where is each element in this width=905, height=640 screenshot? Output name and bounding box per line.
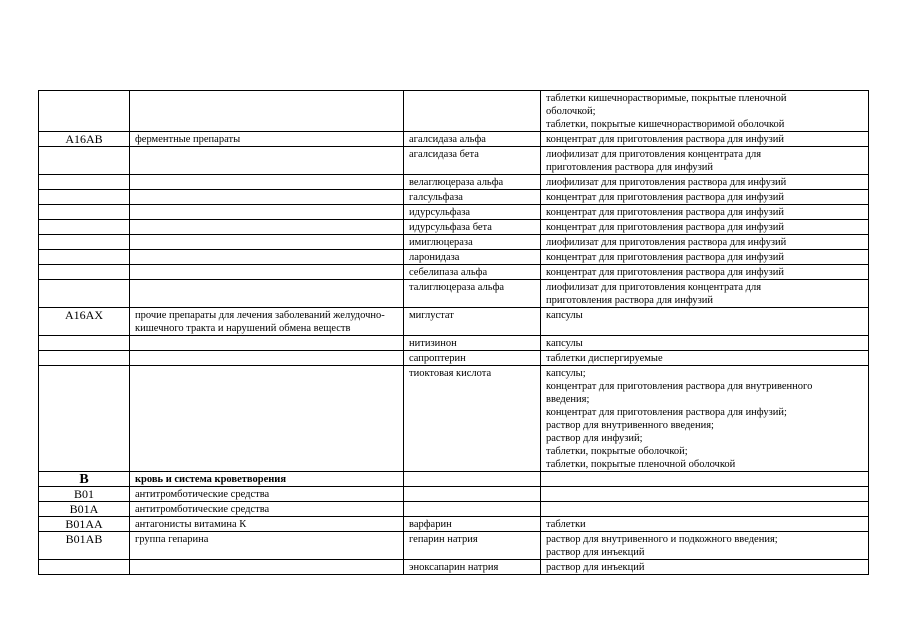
- table-row: [39, 560, 869, 575]
- dosage-forms-cell: [541, 205, 869, 220]
- dosage-form-line: таблетки кишечнорастворимые, покрытые пленочной: [546, 93, 787, 104]
- group-name-cell: [130, 265, 404, 280]
- atc-code-cell: [39, 336, 130, 351]
- substance-name-cell: [404, 502, 541, 517]
- dosage-form-line: лиофилизат для приготовления раствора для инфузий: [546, 177, 787, 188]
- dosage-form-line: раствор для инфузий;: [546, 433, 643, 444]
- dosage-form-line: раствор для инъекций: [546, 547, 645, 558]
- dosage-forms-cell: [541, 175, 869, 190]
- table-row: [39, 175, 869, 190]
- atc-code-cell: [39, 220, 130, 235]
- atc-code-cell: [39, 147, 130, 175]
- group-name-cell: [130, 220, 404, 235]
- atc-code-cell: [39, 235, 130, 250]
- table-row: [39, 190, 869, 205]
- dosage-form-line: концентрат для приготовления раствора для инфузий: [546, 192, 784, 203]
- table-row: [39, 132, 869, 147]
- dosage-form-line: концентрат для приготовления раствора для инфузий: [546, 222, 784, 233]
- table-row: [39, 147, 869, 175]
- dosage-forms-cell: [541, 532, 869, 560]
- group-name-cell: [130, 336, 404, 351]
- substance-name-cell: агалсидаза бета: [404, 147, 541, 175]
- substance-name-cell: сапроптерин: [404, 351, 541, 366]
- substance-name-cell: гепарин натрия: [404, 532, 541, 560]
- substance-name-cell: варфарин: [404, 517, 541, 532]
- group-name-cell: [130, 280, 404, 308]
- atc-code-cell: [39, 205, 130, 220]
- dosage-form-line: концентрат для приготовления раствора для инфузий: [546, 252, 784, 263]
- atc-code-cell: A16AX: [39, 308, 130, 336]
- dosage-forms-cell: [541, 308, 869, 336]
- table-row: [39, 472, 869, 487]
- table-row: [39, 220, 869, 235]
- dosage-form-line: таблетки, покрытые кишечнорастворимой оболочкой: [546, 119, 785, 130]
- table-row: [39, 517, 869, 532]
- atc-code-cell: [39, 280, 130, 308]
- dosage-forms-cell: [541, 517, 869, 532]
- group-name-cell: антитромботические средства: [130, 502, 404, 517]
- group-name-cell: [130, 91, 404, 132]
- table-row: [39, 532, 869, 560]
- dosage-forms-cell: [541, 147, 869, 175]
- dosage-forms-cell: [541, 351, 869, 366]
- dosage-form-line: концентрат для приготовления раствора для инфузий: [546, 207, 784, 218]
- substance-name-cell: имиглюцераза: [404, 235, 541, 250]
- dosage-form-line: таблетки, покрытые пленочной оболочкой: [546, 459, 736, 470]
- atc-code-cell: B01AA: [39, 517, 130, 532]
- substance-name-cell: ларонидаза: [404, 250, 541, 265]
- dosage-forms-cell: [541, 560, 869, 575]
- table-row: [39, 336, 869, 351]
- atc-code-cell: [39, 265, 130, 280]
- dosage-forms-cell: [541, 502, 869, 517]
- dosage-form-line: концентрат для приготовления раствора для инфузий: [546, 134, 784, 145]
- group-name-cell: прочие препараты для лечения заболеваний желудочно-кишечного тракта и нарушений обмена веществ: [130, 308, 404, 336]
- atc-code-cell: B01A: [39, 502, 130, 517]
- dosage-form-line: лиофилизат для приготовления концентрата для: [546, 282, 762, 293]
- group-name-cell: [130, 205, 404, 220]
- dosage-form-line: концентрат для приготовления раствора для внутривенного: [546, 381, 813, 392]
- dosage-forms-cell: [541, 91, 869, 132]
- table-row: [39, 351, 869, 366]
- atc-code-cell: [39, 366, 130, 472]
- dosage-form-line: раствор для внутривенного и подкожного введения;: [546, 534, 778, 545]
- table-row: [39, 235, 869, 250]
- group-name-cell: антитромботические средства: [130, 487, 404, 502]
- table-row: [39, 91, 869, 132]
- atc-code-cell: [39, 91, 130, 132]
- dosage-form-line: раствор для инъекций: [546, 562, 645, 573]
- dosage-form-line: концентрат для приготовления раствора для инфузий;: [546, 407, 787, 418]
- dosage-forms-cell: [541, 336, 869, 351]
- dosage-form-line: введения;: [546, 394, 590, 405]
- dosage-forms-cell: [541, 280, 869, 308]
- dosage-forms-cell: [541, 220, 869, 235]
- substance-name-cell: эноксапарин натрия: [404, 560, 541, 575]
- table-row: [39, 280, 869, 308]
- substance-name-cell: агалсидаза альфа: [404, 132, 541, 147]
- dosage-form-line: таблетки диспергируемые: [546, 353, 663, 364]
- atc-code-cell: B01: [39, 487, 130, 502]
- table-row: [39, 487, 869, 502]
- dosage-forms-cell: [541, 472, 869, 487]
- group-name-cell: [130, 190, 404, 205]
- substance-name-cell: тиоктовая кислота: [404, 366, 541, 472]
- table-body: [39, 91, 869, 575]
- group-name-cell: группа гепарина: [130, 532, 404, 560]
- table-row: [39, 502, 869, 517]
- group-name-cell: [130, 366, 404, 472]
- atc-code-cell: [39, 175, 130, 190]
- substance-name-cell: [404, 91, 541, 132]
- dosage-form-line: таблетки, покрытые оболочкой;: [546, 446, 688, 457]
- substance-name-cell: себелипаза альфа: [404, 265, 541, 280]
- drug-list-table: [38, 90, 869, 575]
- dosage-forms-cell: [541, 487, 869, 502]
- group-name-cell: кровь и система кроветворения: [130, 472, 404, 487]
- dosage-forms-cell: [541, 132, 869, 147]
- group-name-cell: [130, 235, 404, 250]
- group-name-cell: антагонисты витамина К: [130, 517, 404, 532]
- substance-name-cell: нитизинон: [404, 336, 541, 351]
- group-name-cell: [130, 351, 404, 366]
- group-name-cell: [130, 147, 404, 175]
- dosage-forms-cell: [541, 190, 869, 205]
- group-name-cell: ферментные препараты: [130, 132, 404, 147]
- table-row: [39, 250, 869, 265]
- substance-name-cell: талиглюцераза альфа: [404, 280, 541, 308]
- dosage-forms-cell: [541, 250, 869, 265]
- atc-code-cell: A16AB: [39, 132, 130, 147]
- table-row: [39, 205, 869, 220]
- atc-code-cell: [39, 351, 130, 366]
- substance-name-cell: идурсульфаза: [404, 205, 541, 220]
- substance-name-cell: велаглюцераза альфа: [404, 175, 541, 190]
- dosage-form-line: приготовления раствора для инфузий: [546, 295, 714, 306]
- group-name-cell: [130, 250, 404, 265]
- substance-name-cell: идурсульфаза бета: [404, 220, 541, 235]
- group-name-cell: [130, 175, 404, 190]
- dosage-form-line: оболочкой;: [546, 106, 596, 117]
- dosage-forms-cell: [541, 265, 869, 280]
- group-name-cell: [130, 560, 404, 575]
- table-row: [39, 308, 869, 336]
- dosage-form-line: капсулы: [546, 338, 583, 349]
- dosage-form-line: концентрат для приготовления раствора для инфузий: [546, 267, 784, 278]
- atc-code-cell: [39, 560, 130, 575]
- dosage-forms-cell: [541, 366, 869, 472]
- atc-code-cell: [39, 190, 130, 205]
- dosage-form-line: капсулы: [546, 310, 583, 321]
- dosage-form-line: раствор для внутривенного введения;: [546, 420, 714, 431]
- dosage-form-line: таблетки: [546, 519, 586, 530]
- substance-name-cell: [404, 487, 541, 502]
- table-row: [39, 366, 869, 472]
- atc-code-cell: B: [39, 472, 130, 487]
- dosage-form-line: лиофилизат для приготовления концентрата для: [546, 149, 762, 160]
- substance-name-cell: галсульфаза: [404, 190, 541, 205]
- dosage-form-line: приготовления раствора для инфузий: [546, 162, 714, 173]
- table-row: [39, 265, 869, 280]
- dosage-forms-cell: [541, 235, 869, 250]
- dosage-form-line: лиофилизат для приготовления раствора для инфузий: [546, 237, 787, 248]
- substance-name-cell: [404, 472, 541, 487]
- atc-code-cell: B01AB: [39, 532, 130, 560]
- atc-code-cell: [39, 250, 130, 265]
- substance-name-cell: миглустат: [404, 308, 541, 336]
- dosage-form-line: капсулы;: [546, 368, 586, 379]
